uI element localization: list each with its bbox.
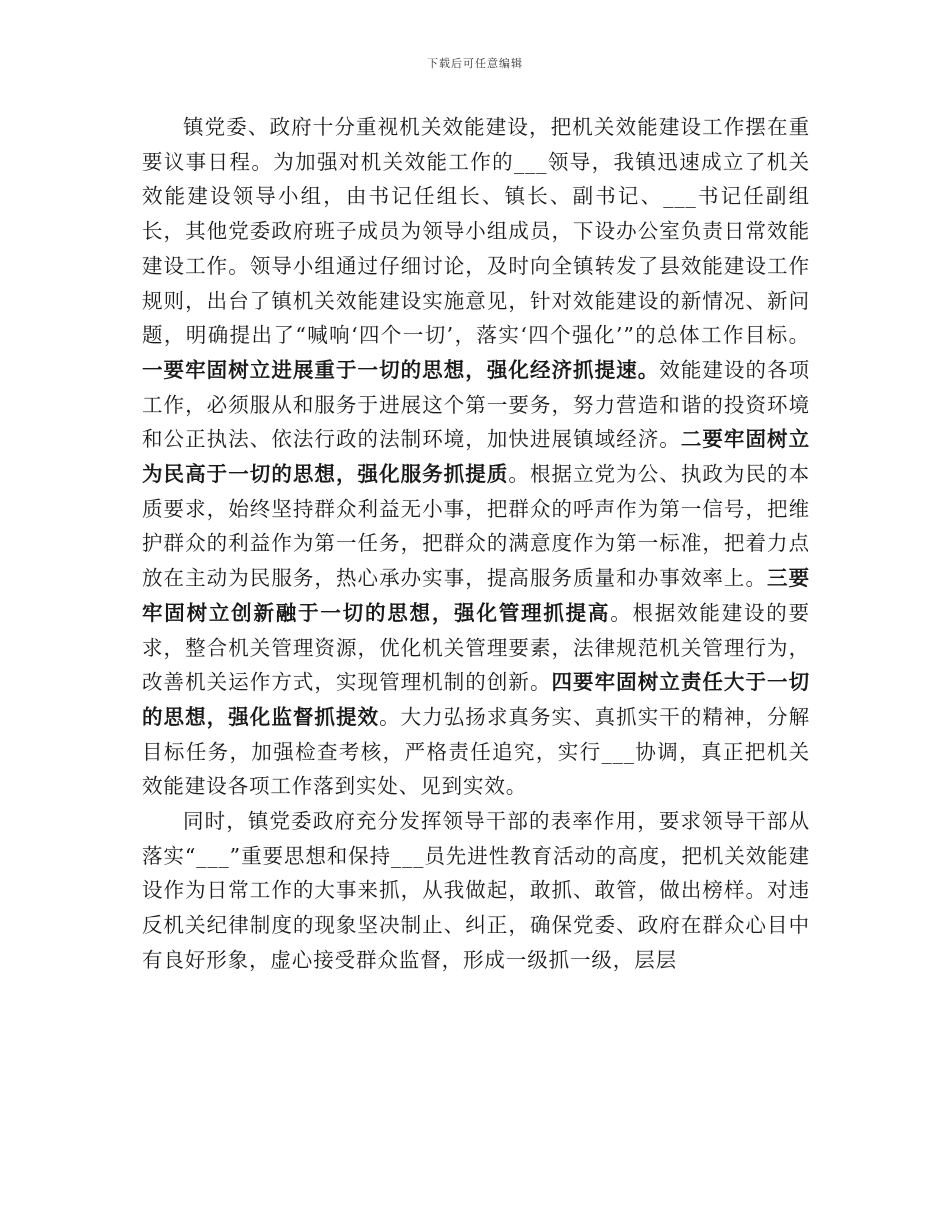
paragraph-2: 同时，镇党委政府充分发挥领导干部的表率作用，要求领导干部从落实“___”重要思想和保持___员先进性教育活动的高度，把机关效能建设作为日常工作的大事来抓，从我做起，敢抓、敢管，做出榜样。对违反机关纪律制度的现象坚决制止、纠正，确保党委、政府在群众心目中有良好形象，虚心接受群众监督，形成一级抓一级，层层 — [142, 809, 810, 972]
paragraph-1-bold-2: 二要牢固树立为民高于一切的思想，强化服务抓提质 — [142, 427, 810, 487]
document-body — [142, 110, 810, 978]
paragraph-1-text-3: 。根据立党为公、执政为民的本质要求，始终坚持群众利益无小事，把群众的呼声作为第一信号，把维护群众的利益作为第一任务，把群众的满意度作为第一标准，把着力点放在主动为民服务，热心承办实事，提高服务质量和办事效率上。 — [142, 462, 810, 591]
paragraph-1-bold-1: 一要牢固树立进展重于一切的思想，强化经济抓提速。 — [142, 357, 660, 382]
paragraph-1-text-5: 。大力弘扬求真务实、真抓实干的精神，分解目标任务，加强检查考核，严格责任追究，实行___协调，真正把机关效能建设各项工作落到实处、见到实效。 — [142, 704, 811, 799]
paragraph-1-text-1: 镇党委、政府十分重视机关效能建设，把机关效能建设工作摆在重要议事日程。为加强对机关效能工作的___领导，我镇迅速成立了机关效能建设领导小组，由书记任组长、镇长、副书记、___书记任副组长，其他党委政府班子成员为领导小组成员，下设办公室负责日常效能建设工作。领导小组通过仔细讨论，及时向全镇转发了县效能建设工作规则，出台了镇机关效能建设实施意见，针对效能建设的新情况、新问题，明确提出了“喊响‘四个一切’，落实‘四个强化’”的总体工作目标。 — [142, 115, 810, 348]
paragraph-1-bold-4: 四要牢固树立责任大于一切的思想，强化监督抓提效 — [142, 670, 810, 729]
paragraph-1-text-2: 效能建设的各项工作，必须服从和服务于进展这个第一要务，努力营造和谐的投资环境和公正执法、依法行政的法制环境，加快进展镇域经济。 — [142, 357, 810, 452]
paragraph-1 — [142, 110, 810, 804]
paragraph-1-bold-3: 三要牢固树立创新融于一切的思想，强化管理抓提高 — [142, 566, 810, 625]
paragraph-1-text-4: 。根据效能建设的要求，整合机关管理资源，优化机关管理要素，法律规范机关管理行为，改善机关运作方式，实现管理机制的创新。 — [142, 600, 810, 695]
header-note: 下载后可任意编辑 — [427, 57, 523, 70]
